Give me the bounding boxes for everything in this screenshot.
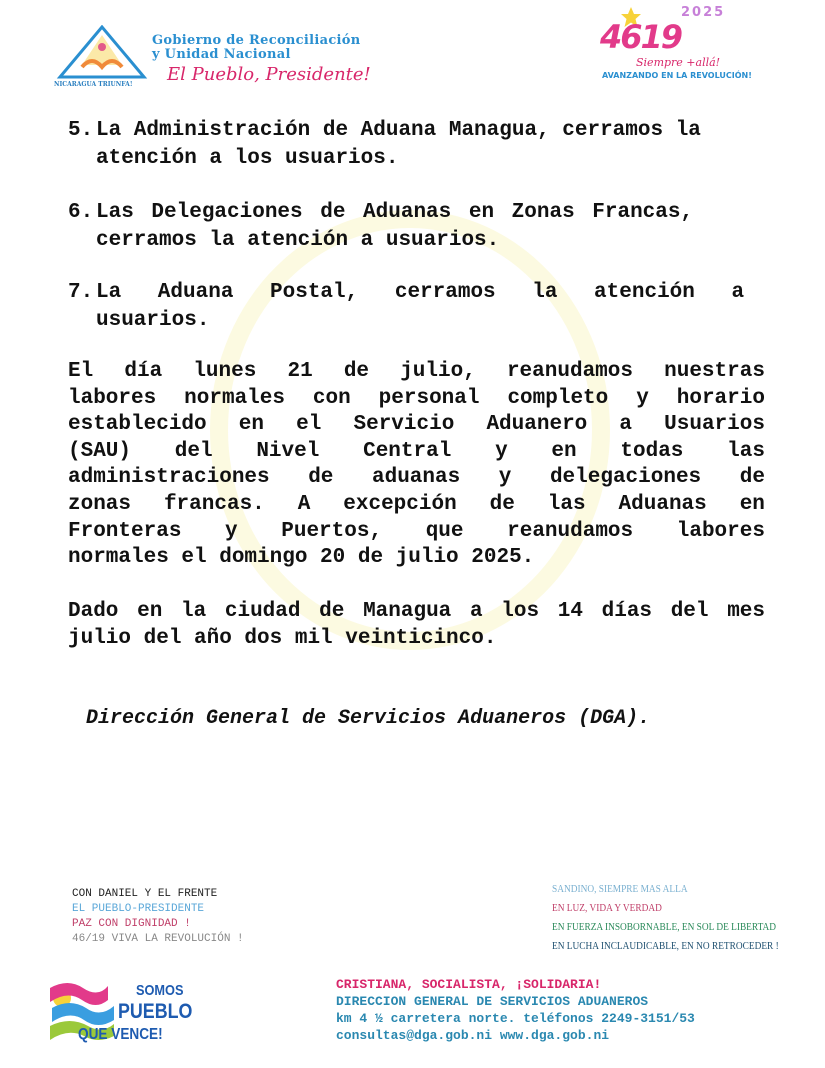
paragraph-line: normales el domingo 20 de julio 2025.: [68, 546, 535, 570]
word: Central: [363, 439, 452, 463]
word: (SAU): [68, 439, 132, 463]
word: días: [601, 600, 653, 623]
footer-left-line: EL PUEBLO-PRESIDENTE: [72, 903, 205, 915]
footer-right-line: EN LUCHA INCLAUDICABLE, EN NO RETROCEDER !: [552, 940, 779, 952]
footer-left-slogans: [72, 887, 244, 947]
item-7-line2: usuarios.: [96, 309, 210, 332]
word: administraciones: [68, 466, 270, 490]
logo-number: 4619: [600, 18, 682, 56]
word: y: [636, 386, 649, 410]
emblem-text: NICARAGUA TRIUNFA!: [54, 81, 133, 88]
word: reanudamos: [507, 519, 634, 543]
word: que: [425, 519, 464, 543]
address-contacts[interactable]: consultas@dga.gob.ni www.dga.gob.ni: [336, 1028, 610, 1043]
word: Servicio: [353, 413, 455, 437]
word: las: [727, 439, 765, 463]
word: de: [489, 493, 515, 516]
logo-year: 2025: [681, 5, 726, 20]
footer-right-line: EN LUZ, VIDA Y VERDAD: [552, 902, 662, 914]
word: Aduanero: [486, 413, 588, 437]
item-6-line2: cerramos la atención a usuarios.: [96, 229, 500, 252]
slogan: El Pueblo, Presidente!: [167, 64, 371, 85]
word: el: [296, 413, 322, 437]
word: del: [174, 439, 213, 463]
word: delegaciones: [549, 466, 702, 490]
word: aduanas: [371, 466, 461, 490]
word: en: [739, 493, 765, 516]
word: a: [469, 600, 483, 623]
word: Aduanas: [618, 493, 707, 516]
word: de: [308, 466, 334, 490]
word: personal: [378, 386, 480, 410]
word: labores: [68, 386, 157, 410]
word: Nivel: [256, 439, 320, 463]
word: nuestras: [664, 360, 765, 383]
address-line: DIRECCION GENERAL DE SERVICIOS ADUANEROS: [336, 994, 649, 1009]
paragraph-line: [68, 600, 765, 623]
word: y: [498, 466, 512, 490]
footer-right-line: EN FUERZA INSOBORNABLE, EN SOL DE LIBERTAD: [552, 921, 777, 933]
logo-line: SOMOS: [136, 982, 184, 999]
word: lunes: [193, 360, 257, 383]
word: y: [225, 519, 238, 543]
paragraph-line: [68, 520, 765, 543]
logo-line: PUEBLO: [118, 1000, 193, 1023]
footer-right-line: SANDINO, SIEMPRE MAS ALLA: [552, 883, 688, 895]
word: a: [619, 413, 633, 437]
word: del: [670, 600, 709, 623]
paragraph-line: [68, 493, 765, 516]
item-5-num: 5.: [68, 119, 94, 142]
word: julio,: [400, 360, 476, 383]
word: A: [297, 493, 311, 516]
word: las: [547, 493, 586, 516]
word: de: [343, 360, 370, 383]
word: horario: [676, 386, 765, 410]
word: 14: [557, 600, 583, 623]
word: mes: [727, 600, 765, 623]
item-6-line1: Las Delegaciones de Aduanas en Zonas Francas,: [96, 201, 694, 224]
word: en: [551, 439, 577, 463]
footer-left-line: PAZ CON DIGNIDAD !: [72, 918, 191, 930]
word: Puertos,: [281, 519, 383, 543]
word: excepción: [343, 493, 457, 516]
item-5-line1: La Administración de Aduana Managua, cerramos la: [96, 119, 701, 142]
paragraph-line: [68, 360, 765, 383]
item-6-num: 6.: [68, 201, 94, 224]
word: francas.: [163, 493, 265, 516]
word: reanudamos: [506, 360, 633, 383]
paragraph-line: [68, 387, 765, 410]
word: labores: [676, 519, 765, 543]
signature: Dirección General de Servicios Aduaneros (DGA).: [86, 707, 651, 730]
footer-left-line: 46/19 VIVA LA REVOLUCIÓN !: [72, 933, 244, 945]
word: Usuarios: [664, 413, 765, 437]
gov-emblem: [52, 25, 152, 90]
word: establecido: [68, 413, 207, 437]
paragraph-line: julio del año dos mil veinticinco.: [68, 626, 497, 650]
word: en: [137, 600, 163, 623]
paragraph-line: [68, 466, 765, 489]
word: la: [180, 600, 207, 623]
logo-script: Siempre +allá!: [636, 56, 721, 69]
logo-line: QUE VENCE!: [78, 1026, 163, 1043]
word: ciudad: [224, 600, 301, 623]
footer-right-slogans: [552, 880, 779, 956]
word: día: [124, 360, 163, 383]
footer-address: [336, 976, 695, 1044]
word: en: [238, 413, 264, 437]
word: normales: [184, 386, 285, 410]
word: con: [312, 386, 351, 410]
word: los: [501, 600, 540, 623]
word: Fronteras: [68, 519, 182, 543]
gov-name-line2: y Unidad Nacional: [152, 47, 291, 62]
word: Managua: [363, 600, 452, 623]
word: 21: [287, 360, 313, 383]
word: de: [319, 600, 345, 623]
footer-left-line: CON DANIEL Y EL FRENTE: [72, 888, 218, 900]
item-7-num: 7.: [68, 281, 94, 304]
word: zonas: [68, 493, 132, 516]
somos-pueblo-logo: [48, 978, 208, 1052]
word: todas: [620, 439, 684, 463]
address-line: CRISTIANA, SOCIALISTA, ¡SOLIDARIA!: [336, 977, 602, 992]
gov-name-line1: Gobierno de Reconciliación: [152, 33, 361, 48]
word: y: [495, 439, 508, 463]
paragraph-line: [68, 413, 765, 436]
word: El: [68, 360, 94, 383]
word: de: [739, 466, 765, 490]
logo-4619: [596, 6, 786, 90]
word: completo: [507, 386, 609, 410]
paragraph-line: [68, 440, 765, 463]
item-5-line2: atención a los usuarios.: [96, 147, 399, 170]
address-line: km 4 ½ carretera norte. teléfonos 2249-3151/53: [336, 1011, 695, 1026]
word: Dado: [68, 600, 119, 623]
logo-arc: AVANZANDO EN LA REVOLUCIÓN!: [602, 71, 752, 80]
triangle-emblem-icon: [52, 25, 152, 80]
item-7-line1: La Aduana Postal, cerramos la atención a: [96, 281, 745, 304]
